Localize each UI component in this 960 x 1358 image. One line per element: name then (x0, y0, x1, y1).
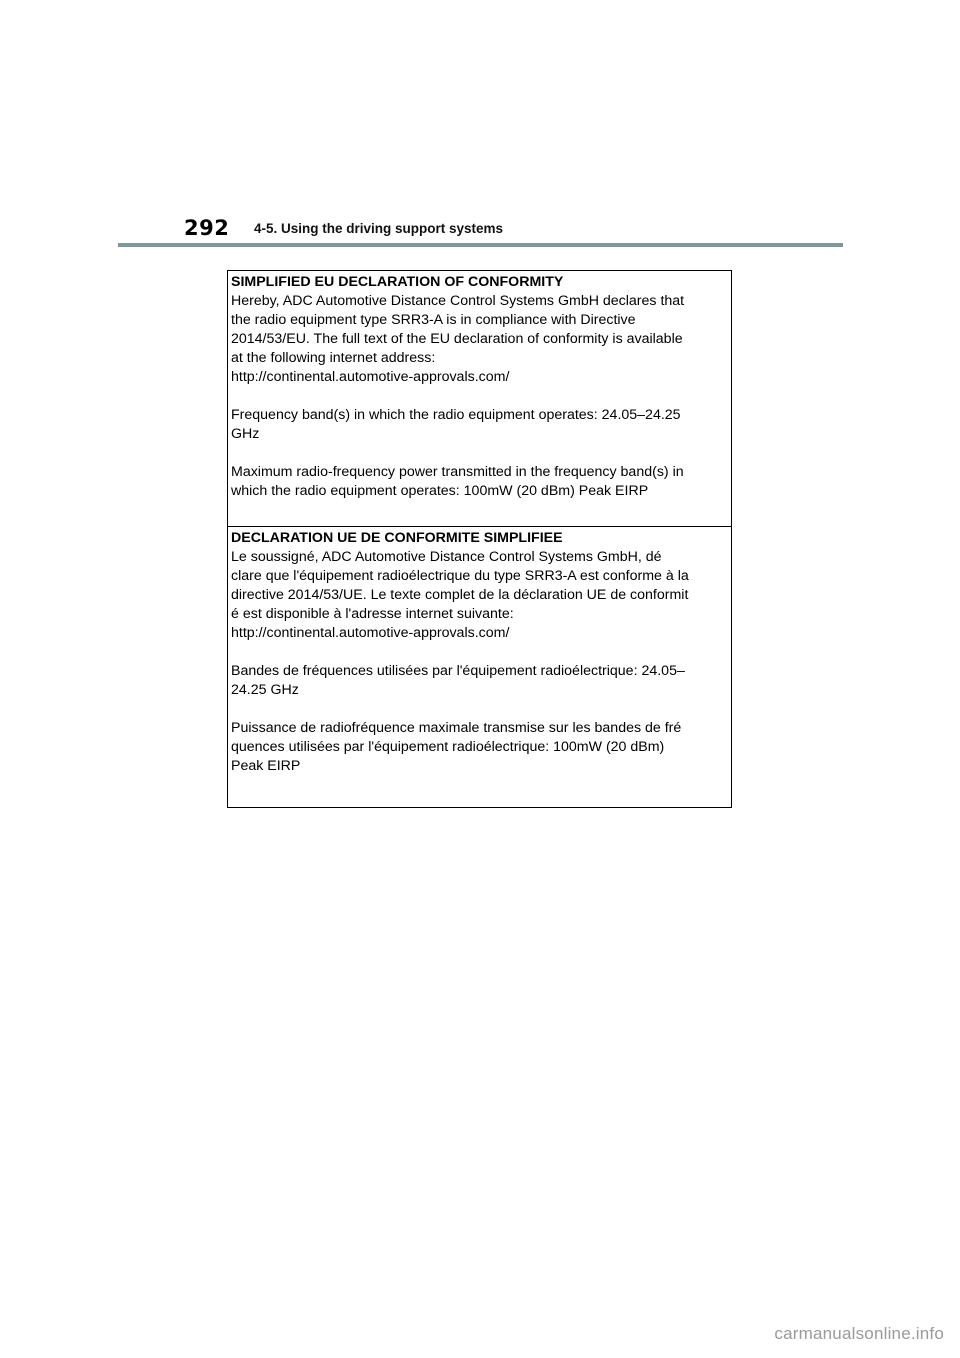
fr-declaration-section (228, 527, 731, 807)
page-number: 292 (184, 216, 230, 240)
eu-declaration-heading: SIMPLIFIED EU DECLARATION OF CONFORMITY (231, 274, 564, 290)
eu-declaration-section (228, 271, 731, 527)
eu-declaration-intro: Hereby, ADC Automotive Distance Control Systems GmbH declares that the radio equipment type SRR3-A is in compliance with Directive 2014/53/EU. The full text of the EU declaration of conformity is available at the following internet address: http://continental.automotive-approvals.com/ (231, 293, 685, 385)
eu-frequency-band: Frequency band(s) in which the radio equipment operates: 24.05–24.25 GHz (231, 407, 681, 442)
fr-max-power: Puissance de radiofréquence maximale transmise sur les bandes de fré quences utilisées par l'équipement radioélectrique: 100mW (20 dBm) Peak EIRP (231, 720, 682, 774)
eu-max-power: Maximum radio-frequency power transmitted in the frequency band(s) in which the radio equipment operates: 100mW (20 dBm) Peak EIRP (231, 464, 684, 499)
fr-declaration-intro: Le soussigné, ADC Automotive Distance Control Systems GmbH, dé clare que l'équipement radioélectrique du type SRR3-A est conforme à la directive 2014/53/UE. Le texte complet de la déclaration UE de conformit é est disponible à l'adresse internet suivante: http://continental.automotive-approvals.com/ (231, 549, 689, 641)
fr-frequency-band: Bandes de fréquences utilisées par l'équipement radioélectrique: 24.05– 24.25 GHz (231, 663, 685, 698)
declaration-box (227, 270, 732, 808)
header-rule (118, 243, 843, 247)
page-header (184, 212, 503, 244)
fr-declaration-heading: DECLARATION UE DE CONFORMITE SIMPLIFIEE (231, 530, 563, 546)
watermark: carmanualsonline.info (774, 1324, 944, 1343)
section-title: 4-5. Using the driving support systems (254, 220, 504, 236)
